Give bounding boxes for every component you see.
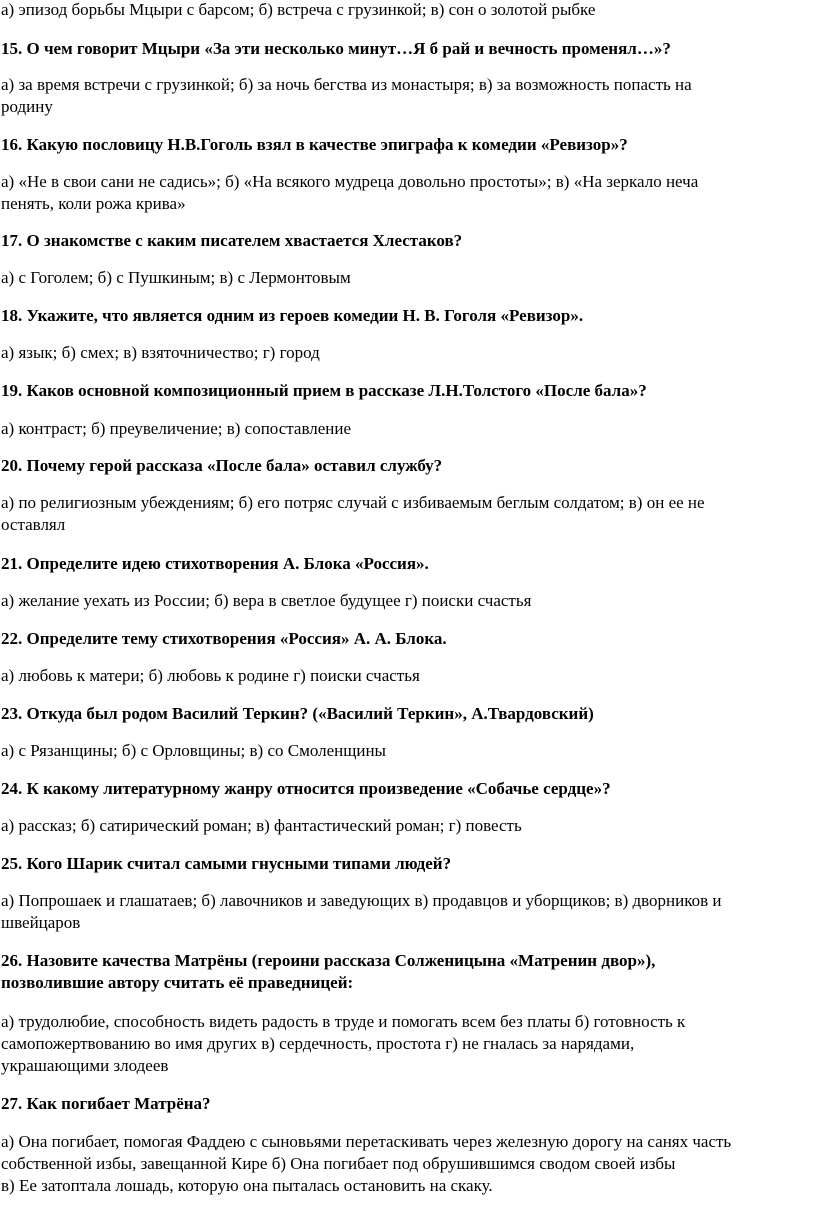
answer-line: а) Она погибает, помогая Фаддею с сыновьями перетаскивать через железную дорогу на санях часть xyxy=(1,1132,732,1151)
answer-line: а) любовь к матери; б) любовь к родине г) поиски счастья xyxy=(1,666,420,685)
question-22: 22. Определите тему стихотворения «Россия» А. А. Блока. xyxy=(1,629,447,648)
answer-line: а) рассказ; б) сатирический роман; в) фантастический роман; г) повесть xyxy=(1,816,522,835)
answer-line: а) с Гоголем; б) с Пушкиным; в) с Лермонтовым xyxy=(1,268,351,287)
answer-line: в) Ее затоптала лошадь, которую она пыталась остановить на скаку. xyxy=(1,1176,493,1195)
answer-line: родину xyxy=(1,97,53,116)
question-15: 15. О чем говорит Мцыри «За эти несколько минут…Я б рай и вечность променял…»? xyxy=(1,39,671,58)
answer-line: а) с Рязанщины; б) с Орловщины; в) со Смоленщины xyxy=(1,741,386,760)
answer-line: а) трудолюбие, способность видеть радость в труде и помогать всем без платы б) готовность к xyxy=(1,1012,686,1031)
answer-line: самопожертвованию во имя других в) сердечность, простота г) не гналась за нарядами, xyxy=(1,1034,635,1053)
answer-line: а) желание уехать из России; б) вера в светлое будущее г) поиски счастья xyxy=(1,591,532,610)
answer-line: украшающими злодеев xyxy=(1,1056,169,1075)
question-16: 16. Какую пословицу Н.В.Гоголь взял в качестве эпиграфа к комедии «Ревизор»? xyxy=(1,135,628,154)
question-21: 21. Определите идею стихотворения А. Блока «Россия». xyxy=(1,554,429,573)
answer-line: собственной избы, завещанной Кире б) Она погибает под обрушившимся сводом своей избы xyxy=(1,1154,676,1173)
question-24: 24. К какому литературному жанру относится произведение «Собачье сердце»? xyxy=(1,779,611,798)
question-27: 27. Как погибает Матрёна? xyxy=(1,1094,211,1113)
question-26: 26. Назовите качества Матрёны (героини рассказа Солженицына «Матренин двор»), xyxy=(1,951,656,970)
question-19: 19. Каков основной композиционный прием в рассказе Л.Н.Толстого «После бала»? xyxy=(1,381,647,400)
answer-line: пенять, коли рожа крива» xyxy=(1,194,186,213)
answer-line: а) эпизод борьбы Мцыри с барсом; б) встреча с грузинкой; в) сон о золотой рыбке xyxy=(1,0,596,19)
answer-line: а) по религиозным убеждениям; б) его потряс случай с избиваемым беглым солдатом; в) он ее не xyxy=(1,493,705,512)
answer-line: оставлял xyxy=(1,515,66,534)
answer-line: швейцаров xyxy=(1,913,81,932)
question-20: 20. Почему герой рассказа «После бала» оставил службу? xyxy=(1,456,443,475)
question-26-cont: позволившие автору считать её праведницей: xyxy=(1,973,354,992)
answer-line: а) за время встречи с грузинкой; б) за ночь бегства из монастыря; в) за возможность попасть на xyxy=(1,75,692,94)
question-17: 17. О знакомстве с каким писателем хвастается Хлестаков? xyxy=(1,231,463,250)
question-25: 25. Кого Шарик считал самыми гнусными типами людей? xyxy=(1,854,452,873)
answer-line: а) «Не в свои сани не садись»; б) «На всякого мудреца довольно простоты»; в) «На зеркало неча xyxy=(1,172,699,191)
question-23: 23. Откуда был родом Василий Теркин? («Василий Теркин», А.Твардовский) xyxy=(1,704,594,723)
question-18: 18. Укажите, что является одним из героев комедии Н. В. Гоголя «Ревизор». xyxy=(1,306,584,325)
answer-line: а) Попрошаек и глашатаев; б) лавочников и заведующих в) продавцов и уборщиков; в) дворников и xyxy=(1,891,722,910)
answer-line: а) язык; б) смех; в) взяточничество; г) город xyxy=(1,343,320,362)
answer-line: а) контраст; б) преувеличение; в) сопоставление xyxy=(1,419,352,438)
